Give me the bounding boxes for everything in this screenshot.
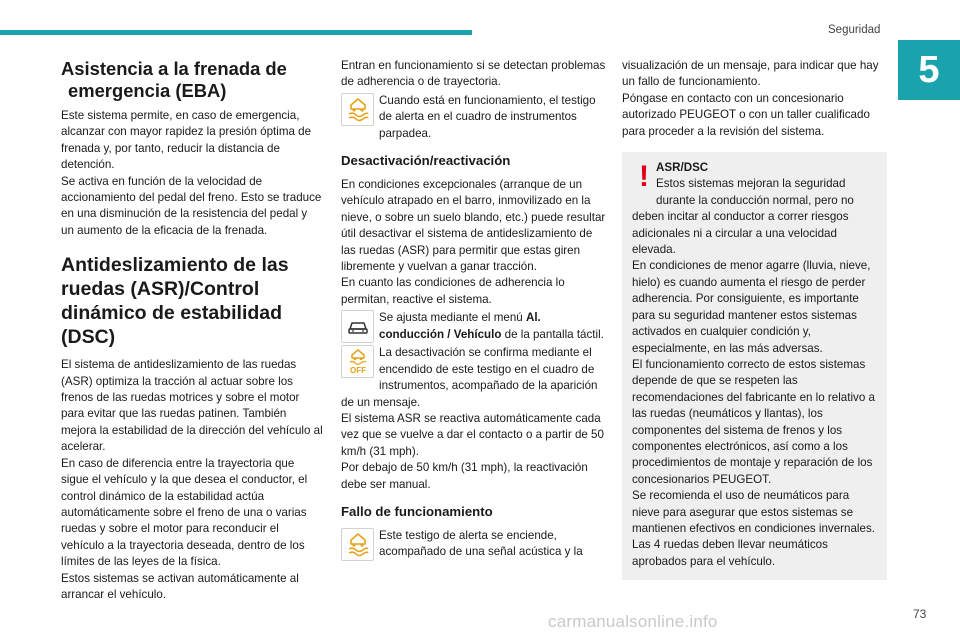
warning-title: ASR/DSC bbox=[656, 161, 709, 175]
fault-heading: Fallo de funcionamiento bbox=[341, 503, 493, 519]
reactivation-paragraph-2: Por debajo de 50 km/h (31 mph), la reactivación debe ser manual. bbox=[341, 461, 588, 491]
deactivation-paragraph-1: En condiciones excepcionales (arranque de un vehículo atrapado en el barro, inmovilizado en la nieve, o sobre un suelo blando, etc.) puede resultar útil desactivar el sistema de antideslizamiento de las ruedas (ASR) para permitir que estas giren libremente y vuelvan a ganar tracción. bbox=[341, 178, 606, 274]
off-label: OFF bbox=[349, 365, 366, 375]
warning-paragraph-3: El funcionamiento correcto de estos sistemas depende de que se respeten las recomendaciones del fabricante en lo relativo a las ruedas (neumáticos y llantas), los componentes del sistema de frenos y los componentes electrónicos, así como a los procedimientos de montaje y reparación de los concesionarios PEUGEOT. bbox=[632, 357, 875, 486]
eba-paragraph-1: Este sistema permite, en caso de emergencia, alcanzar con mayor rapidez la presión óptima de frenada y, por tanto, reducir la distancia de detención. bbox=[61, 109, 312, 172]
icon-paragraph-1 bbox=[341, 93, 606, 142]
icon-3-text: La desactivación se confirma mediante el encendido de este testigo en el cuadro de instrumentos, acompañado de la aparición de un mensaje. bbox=[341, 346, 598, 409]
column-1 bbox=[61, 58, 323, 603]
page-number: 73 bbox=[913, 607, 927, 621]
skid-warning-icon bbox=[341, 93, 374, 126]
icon-2-text bbox=[341, 310, 606, 343]
icon-paragraph-4 bbox=[341, 528, 606, 561]
deactivation-heading: Desactivación/reactivación bbox=[341, 153, 511, 169]
asr-paragraph-3: Estos sistemas se activan automáticamente al arrancar el vehículo. bbox=[61, 571, 299, 601]
icon-2-text-pre: Se ajusta mediante el menú bbox=[379, 311, 526, 325]
watermark: carmanualsonline.info bbox=[548, 612, 718, 631]
menu-path: Al. conducción / Vehículo bbox=[379, 311, 541, 341]
column-2 bbox=[341, 58, 606, 561]
contact-paragraph: Póngase en contacto con un concesionario autorizado PEUGEOT o con un taller cualificado para proceder a la revisión del sistema. bbox=[622, 91, 870, 138]
icon-2-text-post: de la pantalla táctil. bbox=[501, 327, 604, 341]
reactivation-paragraph-1: El sistema ASR se reactiva automáticamente cada vez que se vuelve a dar el contacto o a partir de 50 km/h (31 mph). bbox=[341, 411, 604, 458]
icon-1-text: Cuando está en funcionamiento, el testigo de alerta en el cuadro de instrumentos parpadea. bbox=[379, 93, 596, 140]
section-title: Seguridad bbox=[828, 24, 881, 36]
asr-paragraph-1: El sistema de antideslizamiento de las ruedas (ASR) optimiza la tracción al actuar sobre los frenos de las ruedas motrices y sobre el motor para evitar que las ruedas patinen. También mejora la estabilidad de la dirección del vehículo al acelerar. bbox=[61, 358, 323, 454]
icon-4-text: Este testigo de alerta se enciende, acompañado de una señal acústica y la bbox=[379, 528, 583, 559]
asr-heading: Antideslizamiento de las ruedas (ASR)/Control dinámico de estabilidad (DSC) bbox=[61, 254, 289, 349]
chapter-number: 5 bbox=[898, 40, 960, 100]
eba-heading: Asistencia a la frenada de emergencia (EBA) bbox=[61, 58, 287, 101]
car-menu-icon bbox=[341, 310, 374, 343]
warning-paragraph-4: Se recomienda el uso de neumáticos para nieve para asegurar que estos sistemas se mantienen efectivos en condiciones invernales. Las 4 ruedas deben llevar neumáticos aprobados para el vehículo. bbox=[632, 489, 875, 568]
warning-paragraph-1: Estos sistemas mejoran la seguridad durante la conducción normal, pero no deben incitar al conductor a correr riesgos adicionales ni a circular a una velocidad elevada. bbox=[632, 177, 854, 257]
skid-warning-icon bbox=[341, 528, 374, 561]
exclamation-icon: ! bbox=[639, 160, 649, 194]
intro-paragraph: Entran en funcionamiento si se detectan problemas de adherencia o de trayectoria. bbox=[341, 59, 606, 89]
column-3 bbox=[622, 58, 887, 580]
deactivation-paragraph-2: En cuanto las condiciones de adherencia lo permitan, reactive el sistema. bbox=[341, 276, 565, 306]
warning-paragraph-2: En condiciones de menor agarre (lluvia, nieve, hielo) es cuando aumenta el riesgo de perder adherencia. Por consiguiente, es importante para su seguridad mantener estos sistemas activados en cualquier condición y, especialmente, en las más adversas. bbox=[632, 259, 871, 355]
header-accent-bar bbox=[0, 30, 472, 35]
icon-paragraph-2 bbox=[341, 310, 606, 343]
skid-off-icon bbox=[341, 345, 374, 378]
continued-paragraph: visualización de un mensaje, para indicar que hay un fallo de funcionamiento. bbox=[622, 59, 879, 89]
icon-paragraph-3 bbox=[341, 345, 606, 411]
asr-dsc-warning-box bbox=[622, 152, 887, 580]
asr-paragraph-2: En caso de diferencia entre la trayectoria que sigue el vehículo y la que desea el conductor, el control dinámico de la estabilidad actúa automáticamente sobre el freno de una o varias ruedas y sobre el motor para reconducir el vehículo a la trayectoria deseada, dentro de los límites de las leyes de la física. bbox=[61, 456, 308, 569]
eba-paragraph-2: Se activa en función de la velocidad de accionamiento del pedal del freno. Esto se traduce en una disminución de la resistencia del pedal y un aumento de la eficacia de la frenada. bbox=[61, 174, 322, 237]
